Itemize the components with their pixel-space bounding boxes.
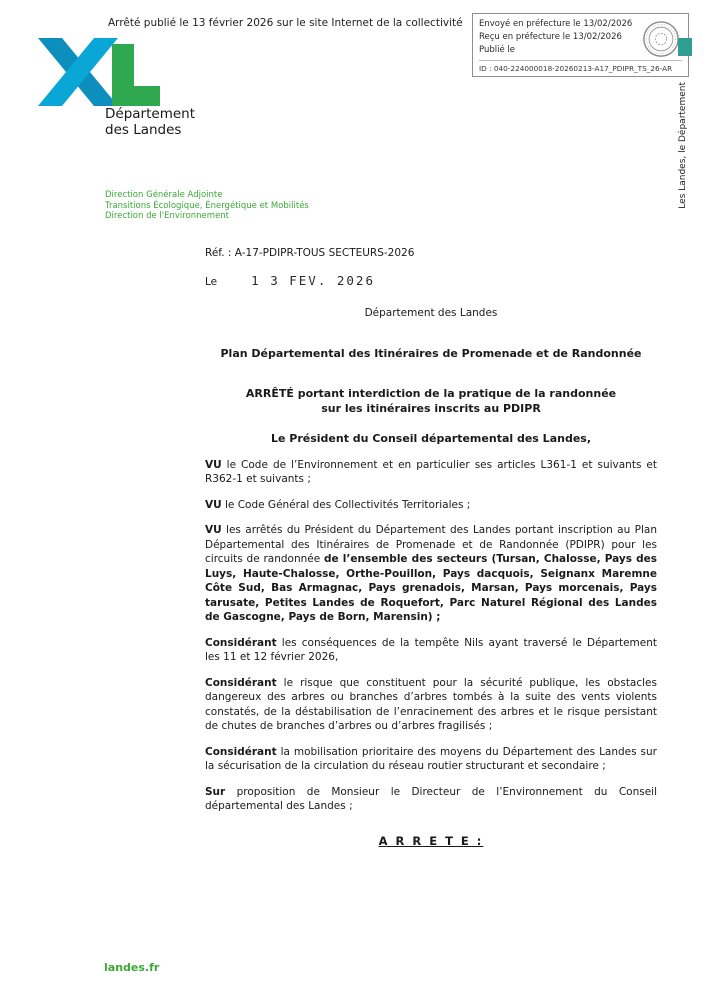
title-president: Le Président du Conseil départemental des Landes, xyxy=(270,432,592,445)
prefecture-seal-icon xyxy=(642,20,680,58)
paragraph-lead: Sur xyxy=(205,785,226,798)
footer-site: landes.fr xyxy=(104,961,160,974)
logo-caption xyxy=(105,106,195,138)
prefecture-received-line: Reçu en préfecture le 13/02/2026 xyxy=(479,32,622,42)
body-paragraph: Considérant les conséquences de la tempête Nils ayant traversé le Département les 11 et 12 février 2026, xyxy=(205,636,657,663)
document-body xyxy=(205,246,657,848)
direction-line3: Direction de l'Environnement xyxy=(105,211,230,221)
paragraph-lead: Considérant xyxy=(205,636,277,649)
paragraph-bold-tail: de l’ensemble des secteurs (Tursan, Chalosse, Pays des Luys, Haute-Chalosse, Orthe-Pouillon, Pays dacquois, Seignanx Maremne Côte Sud, Bas Armagnac, Pays grenadois, Marsan, Pays morcenais, Pays tarusate, Petites Landes de Roquefort, Parc Naturel Régional des Landes de Gascogne, Pays de Born, Marensin) ; xyxy=(205,553,658,623)
body-paragraph: Sur proposition de Monsieur le Directeur de l’Environnement du Conseil départemental des Landes ; xyxy=(205,785,657,812)
side-vertical-text: Les Landes, le Département xyxy=(678,82,688,209)
logo-caption-line2: des Landes xyxy=(105,122,182,138)
title-arrete-line2: sur les itinéraires inscrits au PDIPR xyxy=(321,402,541,415)
prefecture-published-line: Publié le xyxy=(479,45,516,55)
direction-line1: Direction Générale Adjointe xyxy=(105,190,223,200)
arrete-heading xyxy=(205,834,657,849)
paragraph-lead: VU xyxy=(205,524,222,536)
date-stamp: 1 3 FEV. 2026 xyxy=(251,272,375,288)
body-paragraph: VU les arrêtés du Président du Département des Landes portant inscription au Plan Départemental des Itinéraires de Promenade et de Randonnée (PDIPR) pour les circuits de randonnée de l’ensemble des secteurs (Tursan, Chalosse, Pays des Luys, Haute-Chalosse, Orthe-Pouillon, Pays dacquois, Seignanx Maremne Côte Sud, Bas Armagnac, Pays grenadois, Marsan, Pays morcenais, Pays tarusate, Petites Landes de Roquefort, Parc Naturel Régional des Landes de Gascogne, Pays de Born, Marensin) ; xyxy=(205,524,658,623)
prefecture-id-line: ID : 040-224000018-20260213-A17_PDIPR_TS_26-AR xyxy=(479,60,682,73)
prefecture-stamp-box xyxy=(472,13,689,77)
body-paragraph: VU le Code de l’Environnement et en particulier ses articles L361-1 et suivants et R362-1 et suivants ; xyxy=(205,458,657,485)
paragraph-lead: Considérant xyxy=(205,745,277,758)
paragraph-lead: VU xyxy=(205,458,222,471)
direction-line2: Transitions Écologique, Énergétique et Mobilités xyxy=(105,200,309,211)
direction-block xyxy=(105,190,309,222)
body-paragraph: Considérant la mobilisation prioritaire des moyens du Département des Landes sur la sécurisation de la circulation du réseau routier structurant et secondaire ; xyxy=(205,745,657,772)
arrete-heading-text: A R R E T E : xyxy=(378,833,484,848)
reference-line: Réf. : A-17-PDIPR-TOUS SECTEURS-2026 xyxy=(205,247,415,259)
date-prefix: Le xyxy=(205,275,218,288)
body-paragraph: Considérant le risque que constituent pour la sécurité publique, les obstacles dangereux des arbres ou branches d’arbres tombés à la suite des vents violents constatés, de la déstabilisation de l’enracinement des arbres et le risque persistant de chutes de branches d’arbres ou d’arbres fragilisés ; xyxy=(205,676,657,732)
paragraph-lead: Considérant xyxy=(205,676,277,689)
body-paragraph: VU le Code Général des Collectivités Territoriales ; xyxy=(205,498,471,511)
teal-marker xyxy=(678,38,692,56)
publication-note: Arrêté publié le 13 février 2026 sur le site Internet de la collectivité xyxy=(108,17,463,29)
paragraph-lead: VU xyxy=(205,498,222,511)
body-paragraphs xyxy=(205,458,657,814)
title-arrete xyxy=(205,386,657,416)
letterhead-org: Département des Landes xyxy=(364,307,498,319)
landes-xl-logo xyxy=(38,38,160,106)
logo-l-shape xyxy=(112,44,160,106)
date-row xyxy=(205,274,657,290)
title-arrete-line1: ARRÊTÉ portant interdiction de la pratique de la randonnée xyxy=(245,387,617,400)
prefecture-sent-line: Envoyé en préfecture le 13/02/2026 xyxy=(479,19,633,29)
title-plan: Plan Départemental des Itinéraires de Promenade et de Randonnée xyxy=(220,346,642,360)
logo-caption-line1: Département xyxy=(105,106,195,122)
